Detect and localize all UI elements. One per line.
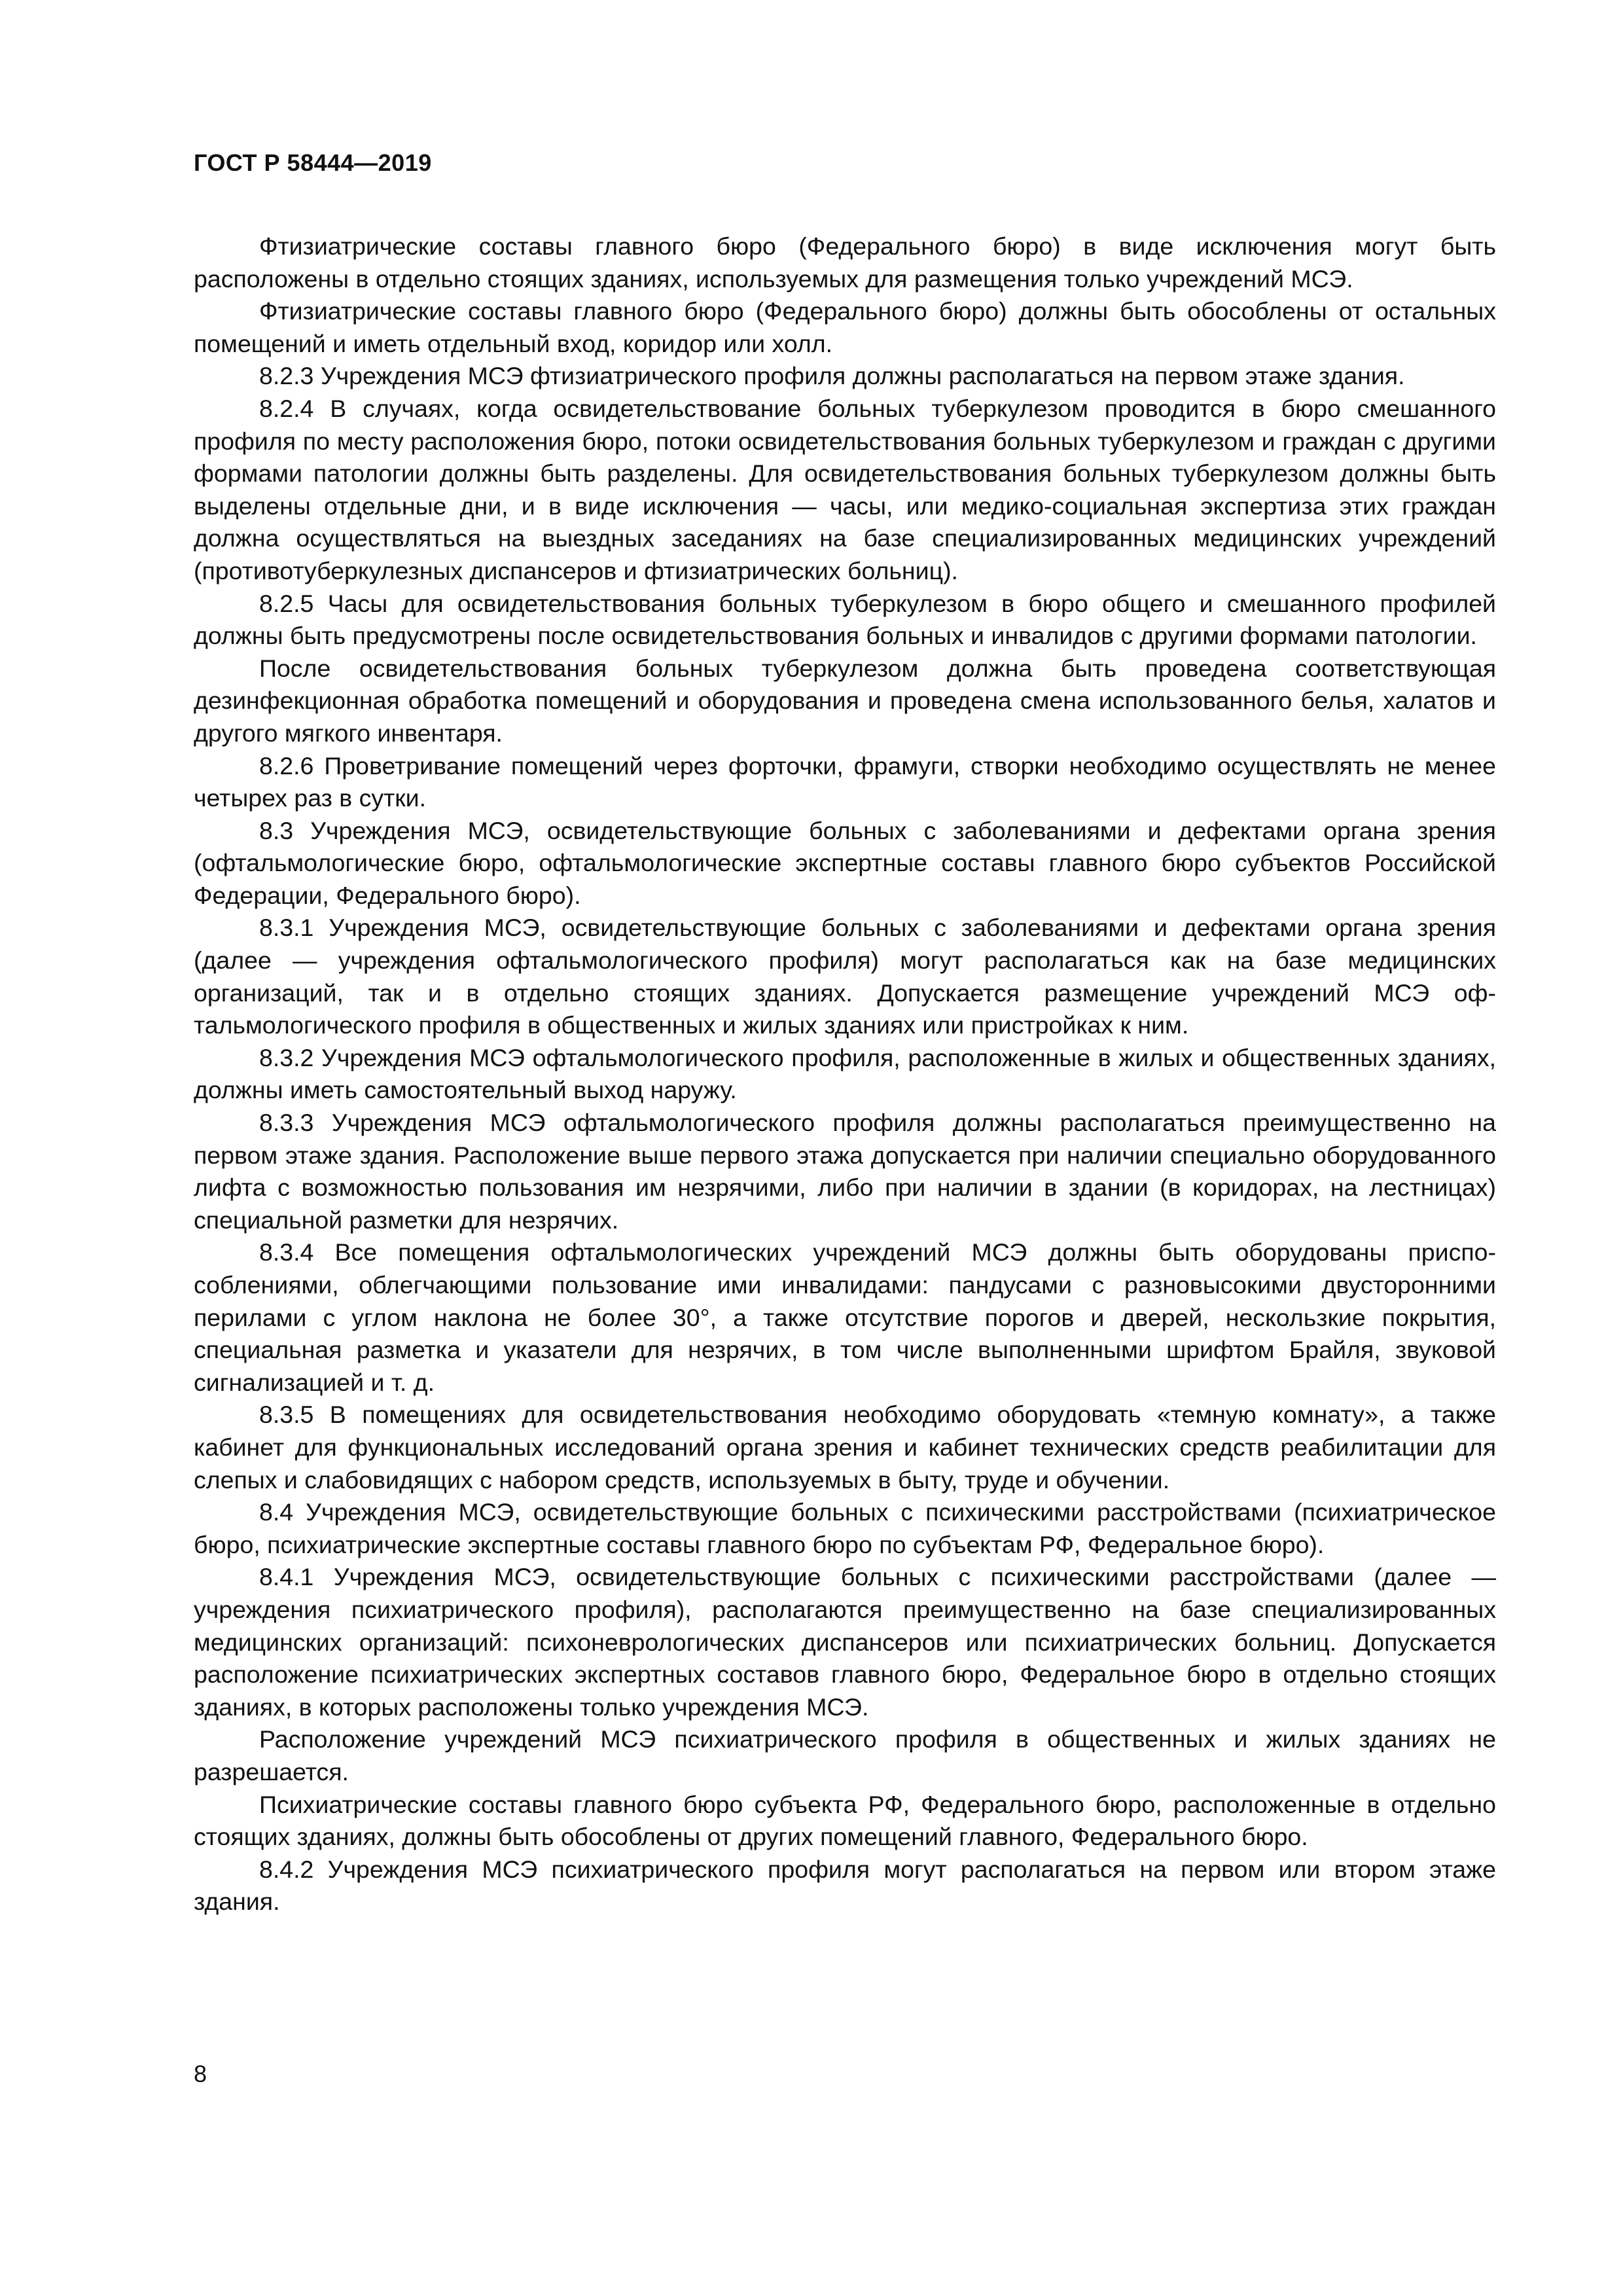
paragraph: 8.2.4 В случаях, когда освидетельствование больных туберкулезом проводится в бюро смешанного профиля по месту расположения бюро, потоки освидетельствования больных туберкулезом и граждан с другими формами патологии должны быть разделены. Для освидетельствования больных туберкулезом должны быть выделены отдельные дни, и в виде исключения — часы, или медико-социальная экспертиза этих граждан должна осуществляться на выездных заседаниях на базе специализированных медицинских учреждений (противотуберкулезных диспансеров и фтизиатрических больниц). (194, 394, 1496, 584)
paragraph: Фтизиатрические составы главного бюро (Федерального бюро) в виде исключения могут быть расположены в отдельно стоящих зданиях, используемых для размещения только учреждений МСЭ. (194, 232, 1496, 293)
paragraph: 8.3.4 Все помещения офтальмологических учреждений МСЭ должны быть оборудованы приспособлениями, облегчающими пользование ими инвалидами: пандусами с разновысокими двусторонними перилами с углом наклона не более 30°, а также отсутствие порогов и дверей, нескользкие покрытия, специальная разметка и указатели для незрячих, в том числе выполненными шрифтом Брайля, звуковой сигнализацией и т. д. (194, 1238, 1496, 1396)
document-body (194, 230, 1496, 1918)
page-number: 8 (194, 2060, 207, 2087)
paragraph: Расположение учреждений МСЭ психиатрического профиля в общественных и жилых зданиях не разрешается. (194, 1725, 1496, 1785)
paragraph: 8.4.1 Учреждения МСЭ, освидетельствующие больных с психическими расстройствами (далее — учреждения психиатрического профиля), располагаются преимущественно на базе специализированных медицинских организаций: психоневрологических диспансеров или психиатрических больниц. Допускается расположение психиатрических экспертных составов главного бюро, Федеральное бюро в отдельно стоящих зданиях, в которых расположены только учреждения МСЭ. (194, 1563, 1496, 1721)
paragraph: 8.2.3 Учреждения МСЭ фтизиатрического профиля должны располагаться на первом этаже здания. (259, 362, 1405, 390)
document-header: ГОСТ Р 58444—2019 (194, 149, 432, 176)
paragraph: 8.3.1 Учреждения МСЭ, освидетельствующие больных с заболеваниями и дефектами органа зрения (далее — учреждения офтальмологического профиля) могут располагаться как на базе медицинских организаций, так и в отдельно стоящих зданиях. Допускается размещение учреждений МСЭ офтальмологического профиля в общественных и жилых зданиях или пристройках к ним. (194, 914, 1496, 1039)
paragraph: 8.4.2 Учреждения МСЭ психиатрического профиля могут располагаться на первом или втором этаже здания. (194, 1855, 1496, 1916)
paragraph: 8.3.2 Учреждения МСЭ офтальмологического профиля, расположенные в жилых и общественных зданиях, должны иметь самостоятельный выход наружу. (194, 1043, 1496, 1104)
paragraph: После освидетельствования больных туберкулезом должна быть проведена соответствующая дезинфекционная обработка помещений и оборудования и проведена смена использованного белья, халатов и другого мягкого инвентаря. (194, 654, 1496, 747)
paragraph: 8.3 Учреждения МСЭ, освидетельствующие больных с заболеваниями и дефектами органа зрения (офтальмологические бюро, офтальмологические экспертные составы главного бюро субъектов Российской Федерации, Федерального бюро). (194, 816, 1496, 909)
paragraph: 8.3.3 Учреждения МСЭ офтальмологического профиля должны располагаться преимущественно на первом этаже здания. Расположение выше первого этажа допускается при наличии специально оборудованного лифта с возможностью пользования им незрячими, либо при наличии в здании (в коридорах, на лестницах) специальной разметки для незрячих. (194, 1109, 1496, 1234)
paragraph: 8.4 Учреждения МСЭ, освидетельствующие больных с психическими расстройствами (психиатрическое бюро, психиатрические экспертные составы главного бюро по субъектам РФ, Федеральное бюро). (194, 1498, 1496, 1558)
paragraph: 8.2.6 Проветривание помещений через форточки, фрамуги, створки необходимо осуществлять не менее четырех раз в сутки. (194, 751, 1496, 812)
paragraph: 8.3.5 В помещениях для освидетельствования необходимо оборудовать «темную комнату», а также кабинет для функциональных исследований органа зрения и кабинет технических средств реабилитации для слепых и слабовидящих с набором средств, используемых в быту, труде и обучении. (194, 1401, 1496, 1494)
paragraph: Фтизиатрические составы главного бюро (Федерального бюро) должны быть обособлены от остальных помещений и иметь отдельный вход, коридор или холл. (194, 297, 1496, 357)
paragraph: 8.2.5 Часы для освидетельствования больных туберкулезом в бюро общего и смешанного профилей должны быть предусмотрены после освидетельствования больных и инвалидов с другими формами патологии. (194, 589, 1496, 650)
paragraph: Психиатрические составы главного бюро субъекта РФ, Федерального бюро, расположенные в отдельно стоящих зданиях, должны быть обособлены от других помещений главного, Федерального бюро. (194, 1790, 1496, 1851)
